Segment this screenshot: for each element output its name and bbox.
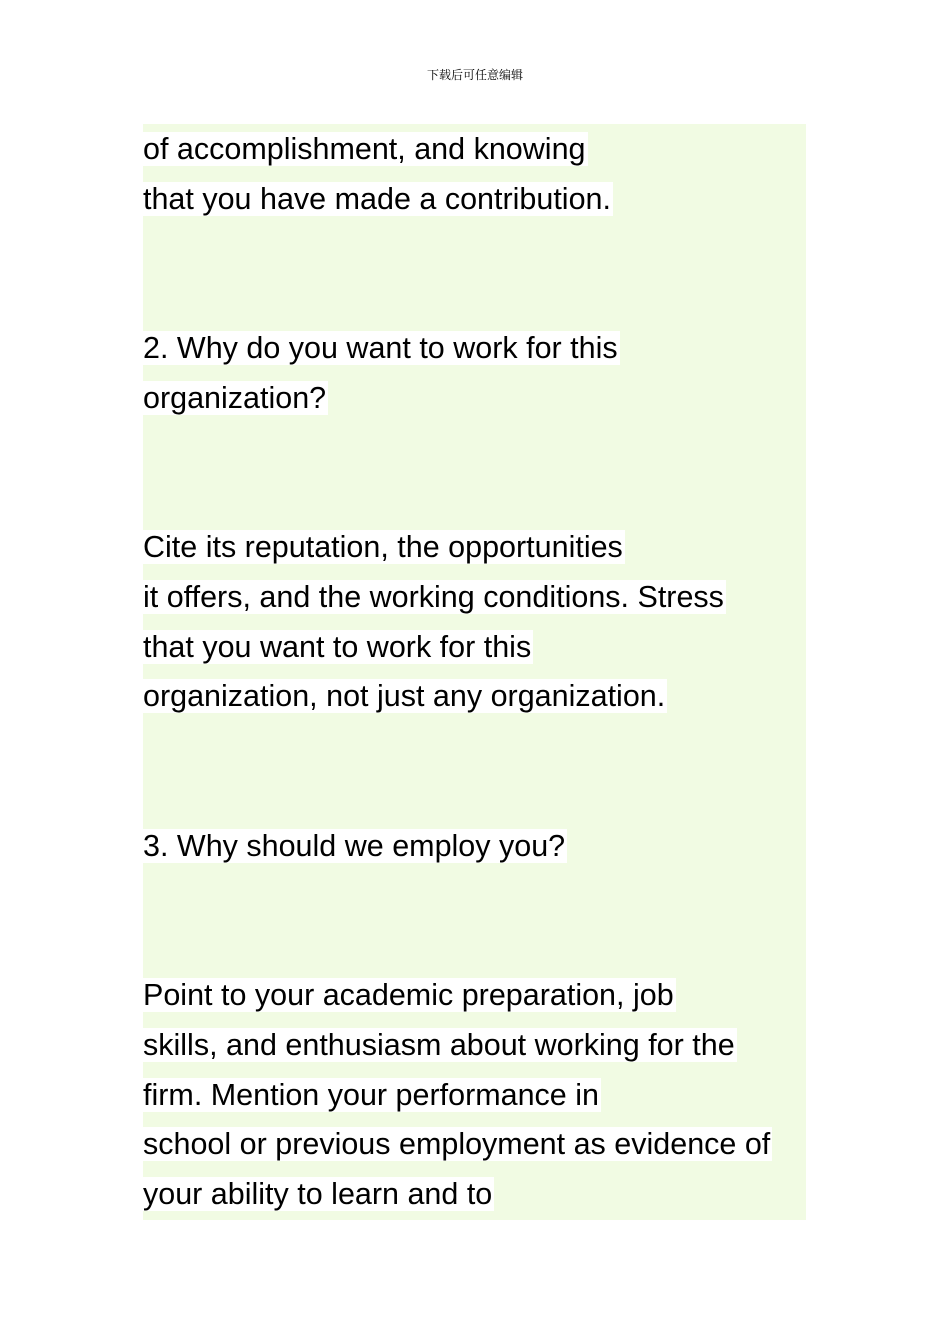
line-text: it offers, and the working conditions. Stress: [143, 580, 724, 614]
paragraph-line: [143, 579, 726, 615]
question-text: organization?: [143, 381, 327, 415]
line-text: that you want to work for this: [143, 630, 532, 664]
page-header: 下载后可任意编辑: [426, 68, 523, 82]
line-text: your ability to learn and to: [143, 1177, 493, 1211]
paragraph-line: [143, 1077, 601, 1113]
paragraph-line: [143, 529, 625, 565]
line-text: skills, and enthusiasm about working for the: [143, 1028, 735, 1062]
paragraph-line: [143, 1176, 494, 1212]
paragraph-line: [143, 1027, 737, 1063]
line-text: that you have made a contribution.: [143, 182, 611, 216]
question-heading: [143, 380, 328, 416]
line-text: school or previous employment as evidence of: [143, 1127, 771, 1161]
line-text: firm. Mention your performance in: [143, 1078, 599, 1112]
paragraph-line: [143, 977, 676, 1013]
question-heading: [143, 828, 567, 864]
question-heading: [143, 330, 620, 366]
paragraph-line: [143, 181, 613, 217]
line-text: Point to your academic preparation, job: [143, 978, 674, 1012]
question-text: 2. Why do you want to work for this: [143, 331, 618, 365]
question-text: 3. Why should we employ you?: [143, 829, 566, 863]
paragraph-line: [143, 678, 667, 714]
line-text: of accomplishment, and knowing: [143, 132, 586, 166]
paragraph-line: [143, 1126, 772, 1162]
paragraph-line: [143, 131, 588, 167]
line-text: Cite its reputation, the opportunities: [143, 530, 623, 564]
line-text: organization, not just any organization.: [143, 679, 666, 713]
paragraph-line: [143, 629, 533, 665]
